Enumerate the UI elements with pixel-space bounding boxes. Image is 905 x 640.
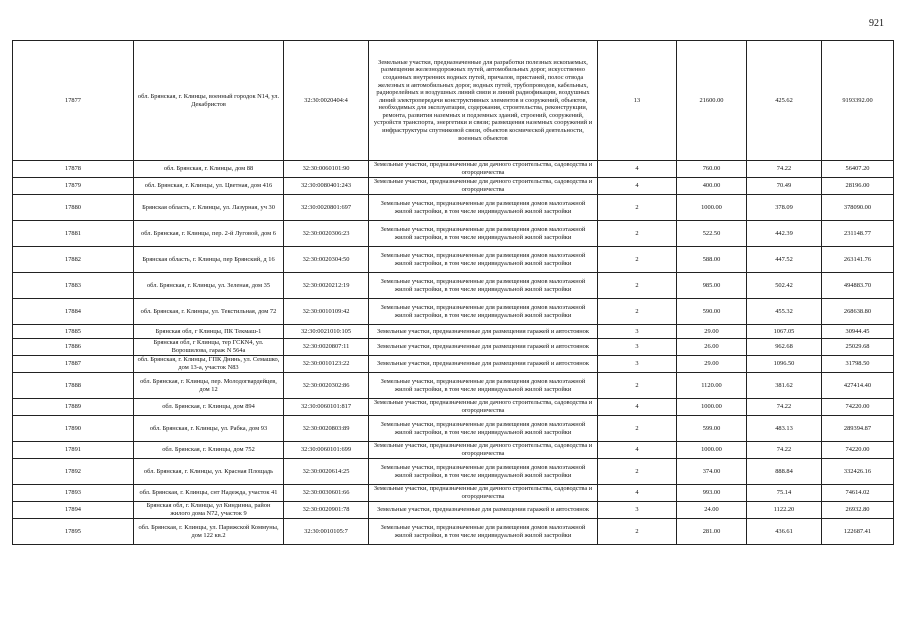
land-purpose-cell: Земельные участки, предназначенные для размещения домов малоэтажной жилой застройки, в том числе индивидуальной жилой застройки: [369, 519, 598, 545]
table-row: [13, 273, 894, 299]
land-purpose-cell: Земельные участки, предназначенные для размещения домов малоэтажной жилой застройки, в том числе индивидуальной жилой застройки: [369, 299, 598, 325]
cadastral-value-cell: 74614.02: [822, 485, 894, 502]
table-row: [13, 195, 894, 221]
unit-price-cell: 483.13: [747, 416, 822, 442]
cadastral-number-cell: 32:30:0020302:86: [284, 373, 369, 399]
address-cell: обл. Брянская, г. Клинцы, ул. Парижской Коммуны, дом 122 кв.2: [134, 519, 284, 545]
cadastral-value-cell: 427414.40: [822, 373, 894, 399]
cadastral-number-cell: 32:30:0020304:50: [284, 247, 369, 273]
area-cell: 590.00: [677, 299, 747, 325]
group-cell: 3: [598, 502, 677, 519]
land-purpose-cell: Земельные участки, предназначенные для размещения гаражей и автостоянок: [369, 356, 598, 373]
table-row: [13, 442, 894, 459]
area-cell: 29.00: [677, 325, 747, 339]
row-id-cell: 17878: [13, 161, 134, 178]
row-id-cell: 17883: [13, 273, 134, 299]
address-cell: Брянская обл, г. Клинцы, ул Киндинна, район жилого дома N72, участок 9: [134, 502, 284, 519]
table-row: [13, 41, 894, 161]
cadastral-value-cell: 28196.00: [822, 178, 894, 195]
row-id-cell: 17882: [13, 247, 134, 273]
row-id-cell: 17890: [13, 416, 134, 442]
area-cell: 760.00: [677, 161, 747, 178]
land-purpose-cell: Земельные участки, предназначенные для размещения гаражей и автостоянок: [369, 325, 598, 339]
address-cell: Брянская обл, г Клинцы, ПК Текмаш-1: [134, 325, 284, 339]
address-cell: обл. Брянская, г. Клинцы, ул. Зеленая, дом 35: [134, 273, 284, 299]
land-purpose-cell: Земельные участки, предназначенные для размещения домов малоэтажной жилой застройки, в том числе индивидуальной жилой застройки: [369, 273, 598, 299]
row-id-cell: 17879: [13, 178, 134, 195]
area-cell: 1000.00: [677, 195, 747, 221]
unit-price-cell: 70.49: [747, 178, 822, 195]
area-cell: 588.00: [677, 247, 747, 273]
cadastral-value-cell: 494883.70: [822, 273, 894, 299]
land-purpose-cell: Земельные участки, предназначенные для дачного строительства, садоводства и огородничества: [369, 178, 598, 195]
unit-price-cell: 74.22: [747, 161, 822, 178]
unit-price-cell: 888.84: [747, 459, 822, 485]
cadastral-value-cell: 26932.80: [822, 502, 894, 519]
address-cell: обл. Брянская, г. Клинцы, дом 894: [134, 399, 284, 416]
group-cell: 2: [598, 299, 677, 325]
table-row: [13, 485, 894, 502]
row-id-cell: 17887: [13, 356, 134, 373]
address-cell: обл. Брянская, г. Клинцы, ул. Красная Площадь: [134, 459, 284, 485]
group-cell: 2: [598, 247, 677, 273]
unit-price-cell: 75.14: [747, 485, 822, 502]
address-cell: обл. Брянская, г. Клинцы, дом 88: [134, 161, 284, 178]
table-row: [13, 221, 894, 247]
address-cell: обл. Брянская, г. Клинцы, снт Надежда, участок 41: [134, 485, 284, 502]
group-cell: 4: [598, 442, 677, 459]
group-cell: 2: [598, 373, 677, 399]
address-cell: обл. Брянская, г. Клинцы, военный городок N14, ул. Декабристов: [134, 41, 284, 161]
row-id-cell: 17884: [13, 299, 134, 325]
group-cell: 4: [598, 178, 677, 195]
row-id-cell: 17889: [13, 399, 134, 416]
cadastral-number-cell: 32:30:0080401:243: [284, 178, 369, 195]
group-cell: 2: [598, 221, 677, 247]
cadastral-number-cell: 32:30:0020306:23: [284, 221, 369, 247]
group-cell: 4: [598, 161, 677, 178]
cadastral-number-cell: 32:30:0020404:4: [284, 41, 369, 161]
area-cell: 522.50: [677, 221, 747, 247]
cadastral-value-cell: 268638.80: [822, 299, 894, 325]
group-cell: 2: [598, 273, 677, 299]
cadastral-value-cell: 74220.00: [822, 399, 894, 416]
area-cell: 985.00: [677, 273, 747, 299]
table-row: [13, 299, 894, 325]
row-id-cell: 17892: [13, 459, 134, 485]
land-purpose-cell: Земельные участки, предназначенные для размещения домов малоэтажной жилой застройки, в том числе индивидуальной жилой застройки: [369, 221, 598, 247]
land-registry-table: [12, 40, 894, 545]
unit-price-cell: 1096.50: [747, 356, 822, 373]
land-purpose-cell: Земельные участки, предназначенные для разработки полезных ископаемых, размещения железнодорожных путей, автомобильных дорог, искусственно созданных внутренних водных путей, причалов, пристаней, полос отвода железных и автомобильных дорог, водных путей, трубопроводов, кабельных, радиорелейных и воздушных линий связи и линий радиофикации, воздушных линий электропередачи конструктивных элементов и сооружений, объектов, необходимых для эксплуатации, содержания, строительства, реконструкции, ремонта, развития наземных и подземных зданий, строений, сооружений, устройств транспорта, энергетики и связи; размещения наземных сооружений и инфраструктуры спутниковой связи, объектов космической деятельности, военных объектов: [369, 41, 598, 161]
land-purpose-cell: Земельные участки, предназначенные для дачного строительства, садоводства и огородничества: [369, 485, 598, 502]
cadastral-value-cell: 378090.00: [822, 195, 894, 221]
unit-price-cell: 447.52: [747, 247, 822, 273]
land-purpose-cell: Земельные участки, предназначенные для размещения гаражей и автостоянок: [369, 339, 598, 356]
cadastral-number-cell: 32:30:0020614:25: [284, 459, 369, 485]
address-cell: обл. Брянская, г. Клинцы, дом 752: [134, 442, 284, 459]
unit-price-cell: 1067.05: [747, 325, 822, 339]
area-cell: 599.00: [677, 416, 747, 442]
area-cell: 281.00: [677, 519, 747, 545]
cadastral-value-cell: 289394.87: [822, 416, 894, 442]
page-number: 921: [869, 18, 884, 29]
cadastral-number-cell: 32:30:0020901:78: [284, 502, 369, 519]
land-purpose-cell: Земельные участки, предназначенные для дачного строительства, садоводства и огородничества: [369, 399, 598, 416]
address-cell: Брянская обл, г Клинцы, тер ГСКN4, ул. Ворошилова, гараж N 564а: [134, 339, 284, 356]
unit-price-cell: 381.62: [747, 373, 822, 399]
area-cell: 1000.00: [677, 399, 747, 416]
cadastral-number-cell: 32:30:0010105:7: [284, 519, 369, 545]
row-id-cell: 17894: [13, 502, 134, 519]
address-cell: обл. Брянская, г. Клинцы, ул. Текстильная, дом 72: [134, 299, 284, 325]
cadastral-number-cell: 32:30:0020807:11: [284, 339, 369, 356]
table-row: [13, 502, 894, 519]
group-cell: 2: [598, 459, 677, 485]
row-id-cell: 17880: [13, 195, 134, 221]
table-row: [13, 178, 894, 195]
cadastral-number-cell: 32:30:0021010:105: [284, 325, 369, 339]
unit-price-cell: 74.22: [747, 399, 822, 416]
area-cell: 29.00: [677, 356, 747, 373]
cadastral-number-cell: 32:30:0060101:699: [284, 442, 369, 459]
cadastral-value-cell: 122687.41: [822, 519, 894, 545]
group-cell: 2: [598, 519, 677, 545]
cadastral-number-cell: 32:30:0060101:90: [284, 161, 369, 178]
table-row: [13, 356, 894, 373]
cadastral-number-cell: 32:30:0030601:66: [284, 485, 369, 502]
table-row: [13, 399, 894, 416]
area-cell: 1000.00: [677, 442, 747, 459]
cadastral-value-cell: 25029.68: [822, 339, 894, 356]
land-purpose-cell: Земельные участки, предназначенные для дачного строительства, садоводства и огородничества: [369, 442, 598, 459]
row-id-cell: 17886: [13, 339, 134, 356]
land-purpose-cell: Земельные участки, предназначенные для размещения домов малоэтажной жилой застройки, в том числе индивидуальной жилой застройки: [369, 373, 598, 399]
cadastral-number-cell: 32:30:0010123:22: [284, 356, 369, 373]
cadastral-value-cell: 263141.76: [822, 247, 894, 273]
unit-price-cell: 962.68: [747, 339, 822, 356]
row-id-cell: 17888: [13, 373, 134, 399]
table-row: [13, 459, 894, 485]
group-cell: 13: [598, 41, 677, 161]
cadastral-number-cell: 32:30:0060101:817: [284, 399, 369, 416]
area-cell: 21600.00: [677, 41, 747, 161]
group-cell: 2: [598, 195, 677, 221]
cadastral-value-cell: 56407.20: [822, 161, 894, 178]
table-row: [13, 339, 894, 356]
cadastral-value-cell: 30944.45: [822, 325, 894, 339]
area-cell: 400.00: [677, 178, 747, 195]
group-cell: 4: [598, 485, 677, 502]
address-cell: Брянская область, г. Клинцы, пер Брянский, д 16: [134, 247, 284, 273]
address-cell: обл. Брянская, г. Клинцы, пер. Молодогвардейцев, дом 12: [134, 373, 284, 399]
unit-price-cell: 442.39: [747, 221, 822, 247]
row-id-cell: 17885: [13, 325, 134, 339]
land-purpose-cell: Земельные участки, предназначенные для размещения домов малоэтажной жилой застройки, в том числе индивидуальной жилой застройки: [369, 459, 598, 485]
land-purpose-cell: Земельные участки, предназначенные для размещения домов малоэтажной жилой застройки, в том числе индивидуальной жилой застройки: [369, 247, 598, 273]
address-cell: обл. Брянская, г. Клинцы, ГПК Днинь, ул. Семашко, дом 13-а, участок N83: [134, 356, 284, 373]
unit-price-cell: 378.09: [747, 195, 822, 221]
cadastral-number-cell: 32:30:0020801:697: [284, 195, 369, 221]
cadastral-value-cell: 231148.77: [822, 221, 894, 247]
table-row: [13, 519, 894, 545]
group-cell: 2: [598, 416, 677, 442]
row-id-cell: 17893: [13, 485, 134, 502]
row-id-cell: 17895: [13, 519, 134, 545]
address-cell: обл. Брянская, г. Клинцы, пер. 2-й Луговой, дом 6: [134, 221, 284, 247]
address-cell: обл. Брянская, г. Клинцы, ул. Рабка, дом 93: [134, 416, 284, 442]
address-cell: Брянская область, г. Клинцы, ул. Лазурная, уч 30: [134, 195, 284, 221]
unit-price-cell: 502.42: [747, 273, 822, 299]
area-cell: 26.00: [677, 339, 747, 356]
area-cell: 993.00: [677, 485, 747, 502]
land-purpose-cell: Земельные участки, предназначенные для размещения гаражей и автостоянок: [369, 502, 598, 519]
cadastral-number-cell: 32:30:0020803:89: [284, 416, 369, 442]
cadastral-number-cell: 32:30:0020212:19: [284, 273, 369, 299]
address-cell: обл. Брянская, г. Клинцы, ул. Цветная, дом 416: [134, 178, 284, 195]
area-cell: 1120.00: [677, 373, 747, 399]
unit-price-cell: 436.61: [747, 519, 822, 545]
table-row: [13, 247, 894, 273]
table-row: [13, 416, 894, 442]
table-row: [13, 373, 894, 399]
land-purpose-cell: Земельные участки, предназначенные для размещения домов малоэтажной жилой застройки, в том числе индивидуальной жилой застройки: [369, 416, 598, 442]
cadastral-value-cell: 31798.50: [822, 356, 894, 373]
area-cell: 374.00: [677, 459, 747, 485]
cadastral-value-cell: 74220.00: [822, 442, 894, 459]
group-cell: 4: [598, 399, 677, 416]
group-cell: 3: [598, 339, 677, 356]
cadastral-value-cell: 9193392.00: [822, 41, 894, 161]
land-purpose-cell: Земельные участки, предназначенные для дачного строительства, садоводства и огородничества: [369, 161, 598, 178]
cadastral-value-cell: 332426.16: [822, 459, 894, 485]
row-id-cell: 17891: [13, 442, 134, 459]
row-id-cell: 17881: [13, 221, 134, 247]
cadastral-number-cell: 32:30:0010109:42: [284, 299, 369, 325]
row-id-cell: 17877: [13, 41, 134, 161]
unit-price-cell: 74.22: [747, 442, 822, 459]
group-cell: 3: [598, 356, 677, 373]
group-cell: 3: [598, 325, 677, 339]
unit-price-cell: 425.62: [747, 41, 822, 161]
unit-price-cell: 455.32: [747, 299, 822, 325]
unit-price-cell: 1122.20: [747, 502, 822, 519]
land-purpose-cell: Земельные участки, предназначенные для размещения домов малоэтажной жилой застройки, в том числе индивидуальной жилой застройки: [369, 195, 598, 221]
table-row: [13, 325, 894, 339]
area-cell: 24.00: [677, 502, 747, 519]
table-row: [13, 161, 894, 178]
